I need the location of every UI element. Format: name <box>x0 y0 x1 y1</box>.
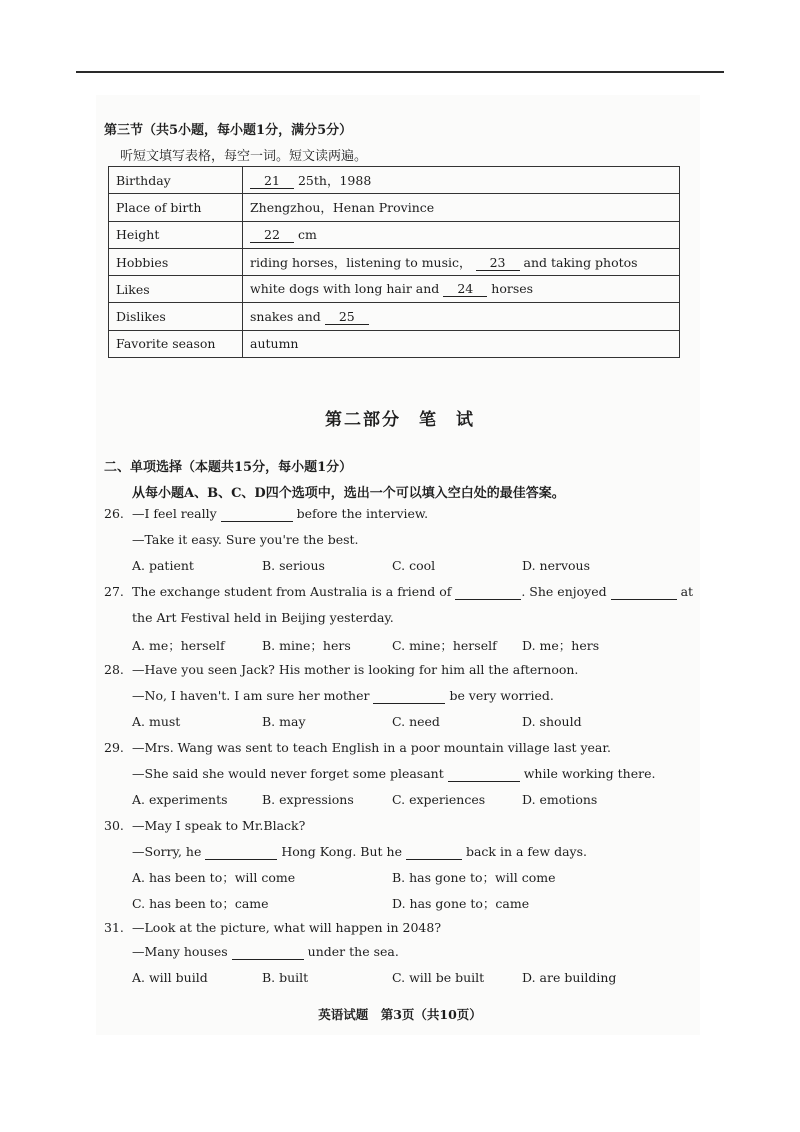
q27-text-a: The exchange student from Australia is a friend of <box>132 584 452 599</box>
likes-label: Likes <box>109 276 243 303</box>
option-c[interactable]: C. experiences <box>392 792 486 807</box>
question-number: 27. <box>104 584 124 599</box>
option-a[interactable]: A. patient <box>132 558 194 573</box>
question-number: 26. <box>104 506 124 521</box>
q28-text-b: be very worried. <box>449 688 554 703</box>
question-line: —Mrs. Wang was sent to teach English in a poor mountain village last year. <box>132 740 611 755</box>
question-line: —May I speak to Mr.Black? <box>132 818 306 833</box>
option-b[interactable]: B. may <box>262 714 306 729</box>
q31-text-a: —Many houses <box>132 944 228 959</box>
table-row <box>109 194 680 221</box>
option-b[interactable]: B. expressions <box>262 792 354 807</box>
q28-text-a: —No, I haven't. I am sure her mother <box>132 688 370 703</box>
hobbies-value <box>243 248 680 275</box>
blank-23[interactable]: 23 <box>476 255 520 271</box>
question-line <box>132 844 587 860</box>
option-b[interactable]: B. built <box>262 970 309 985</box>
height-value <box>243 221 680 248</box>
table-row <box>109 276 680 303</box>
option-d[interactable]: D. should <box>522 714 582 729</box>
option-c[interactable]: C. has been to；came <box>132 896 269 911</box>
q26-text-a: —I feel really <box>132 506 217 521</box>
likes-after: horses <box>491 281 534 297</box>
question-line <box>132 688 554 704</box>
question-number: 28. <box>104 662 124 677</box>
option-b[interactable]: B. has gone to；will come <box>392 870 556 885</box>
page-footer: 英语试题 第3页（共10页） <box>318 1007 482 1022</box>
table-row <box>109 221 680 248</box>
hobbies-before: riding horses，listening to music， <box>250 255 472 271</box>
q29-text-a: —She said she would never forget some pleasant <box>132 766 444 781</box>
option-c[interactable]: C. mine；herself <box>392 638 497 653</box>
dislikes-before: snakes and <box>250 308 321 324</box>
likes-before: white dogs with long hair and <box>250 281 440 297</box>
option-a[interactable]: A. must <box>132 714 181 729</box>
option-d[interactable]: D. nervous <box>522 558 590 573</box>
birthday-value <box>243 167 680 194</box>
likes-value <box>243 276 680 303</box>
q29-text-b: while working there. <box>523 766 656 781</box>
part2-title-a: 第二部分 <box>325 410 401 430</box>
answer-blank[interactable] <box>205 844 277 860</box>
answer-blank[interactable] <box>221 506 293 522</box>
option-d[interactable]: D. me；hers <box>522 638 600 653</box>
q30-text-b: Hong Kong. But he <box>281 844 402 859</box>
part2-title <box>0 405 800 430</box>
option-c[interactable]: C. cool <box>392 558 436 573</box>
birthplace-value: Zhengzhou，Henan Province <box>243 194 680 221</box>
blank-21[interactable]: 21 <box>250 173 294 189</box>
answer-blank[interactable] <box>373 688 445 704</box>
section2-instruction: 从每小题A、B、C、D四个选项中，选出一个可以填入空白处的最佳答案。 <box>132 486 565 501</box>
question-line: the Art Festival held in Beijing yesterday. <box>132 610 394 625</box>
table-row <box>109 248 680 275</box>
question-line <box>132 506 428 522</box>
blank-22[interactable]: 22 <box>250 227 294 243</box>
q26-text-b: before the interview. <box>296 506 429 521</box>
hobbies-label: Hobbies <box>109 248 243 275</box>
option-d[interactable]: D. are building <box>522 970 617 985</box>
hobbies-after: and taking photos <box>523 255 638 271</box>
answer-blank[interactable] <box>232 944 304 960</box>
dislikes-label: Dislikes <box>109 303 243 330</box>
option-a[interactable]: A. experiments <box>132 792 228 807</box>
season-label: Favorite season <box>109 330 243 357</box>
q30-text-a: —Sorry, he <box>132 844 202 859</box>
blank-24[interactable]: 24 <box>443 281 487 297</box>
answer-blank[interactable] <box>611 584 677 600</box>
question-number: 29. <box>104 740 124 755</box>
option-a[interactable]: A. me；herself <box>132 638 225 653</box>
height-label: Height <box>109 221 243 248</box>
q30-text-c: back in a few days. <box>465 844 588 859</box>
q27-text-c: at <box>680 584 694 599</box>
question-line <box>132 766 655 782</box>
q31-text-b: under the sea. <box>307 944 399 959</box>
blank-25[interactable]: 25 <box>325 309 369 325</box>
question-number: 30. <box>104 818 124 833</box>
answer-blank[interactable] <box>448 766 520 782</box>
section3-instruction: 听短文填写表格，每空一词。短文读两遍。 <box>120 149 368 164</box>
section3-title: 第三节（共5小题，每小题1分，满分5分） <box>104 123 353 138</box>
table-row <box>109 303 680 330</box>
option-c[interactable]: C. will be built <box>392 970 485 985</box>
birthday-date: 25th，1988 <box>297 173 372 189</box>
option-c[interactable]: C. need <box>392 714 440 729</box>
question-line <box>132 584 693 600</box>
option-a[interactable]: A. has been to；will come <box>132 870 296 885</box>
table-row <box>109 330 680 357</box>
option-b[interactable]: B. serious <box>262 558 325 573</box>
option-a[interactable]: A. will build <box>132 970 208 985</box>
part2-title-b: 笔 <box>419 410 438 430</box>
part2-title-c: 试 <box>456 410 475 430</box>
table-row <box>109 167 680 194</box>
q27-text-b: . She enjoyed <box>521 584 607 599</box>
section2-title: 二、单项选择（本题共15分，每小题1分） <box>104 460 353 475</box>
listening-table <box>108 166 680 358</box>
option-d[interactable]: D. has gone to；came <box>392 896 530 911</box>
dislikes-value <box>243 303 680 330</box>
question-number: 31. <box>104 920 124 935</box>
top-rule <box>76 71 724 73</box>
answer-blank[interactable] <box>455 584 521 600</box>
option-b[interactable]: B. mine；hers <box>262 638 351 653</box>
season-value: autumn <box>243 330 680 357</box>
question-line: —Look at the picture, what will happen in 2048? <box>132 920 442 935</box>
height-unit: cm <box>297 226 317 242</box>
answer-blank[interactable] <box>406 844 462 860</box>
option-d[interactable]: D. emotions <box>522 792 598 807</box>
question-line: —Have you seen Jack? His mother is looking for him all the afternoon. <box>132 662 579 677</box>
question-line: —Take it easy. Sure you're the best. <box>132 532 359 547</box>
birthday-label: Birthday <box>109 167 243 194</box>
birthplace-label: Place of birth <box>109 194 243 221</box>
question-line <box>132 944 399 960</box>
